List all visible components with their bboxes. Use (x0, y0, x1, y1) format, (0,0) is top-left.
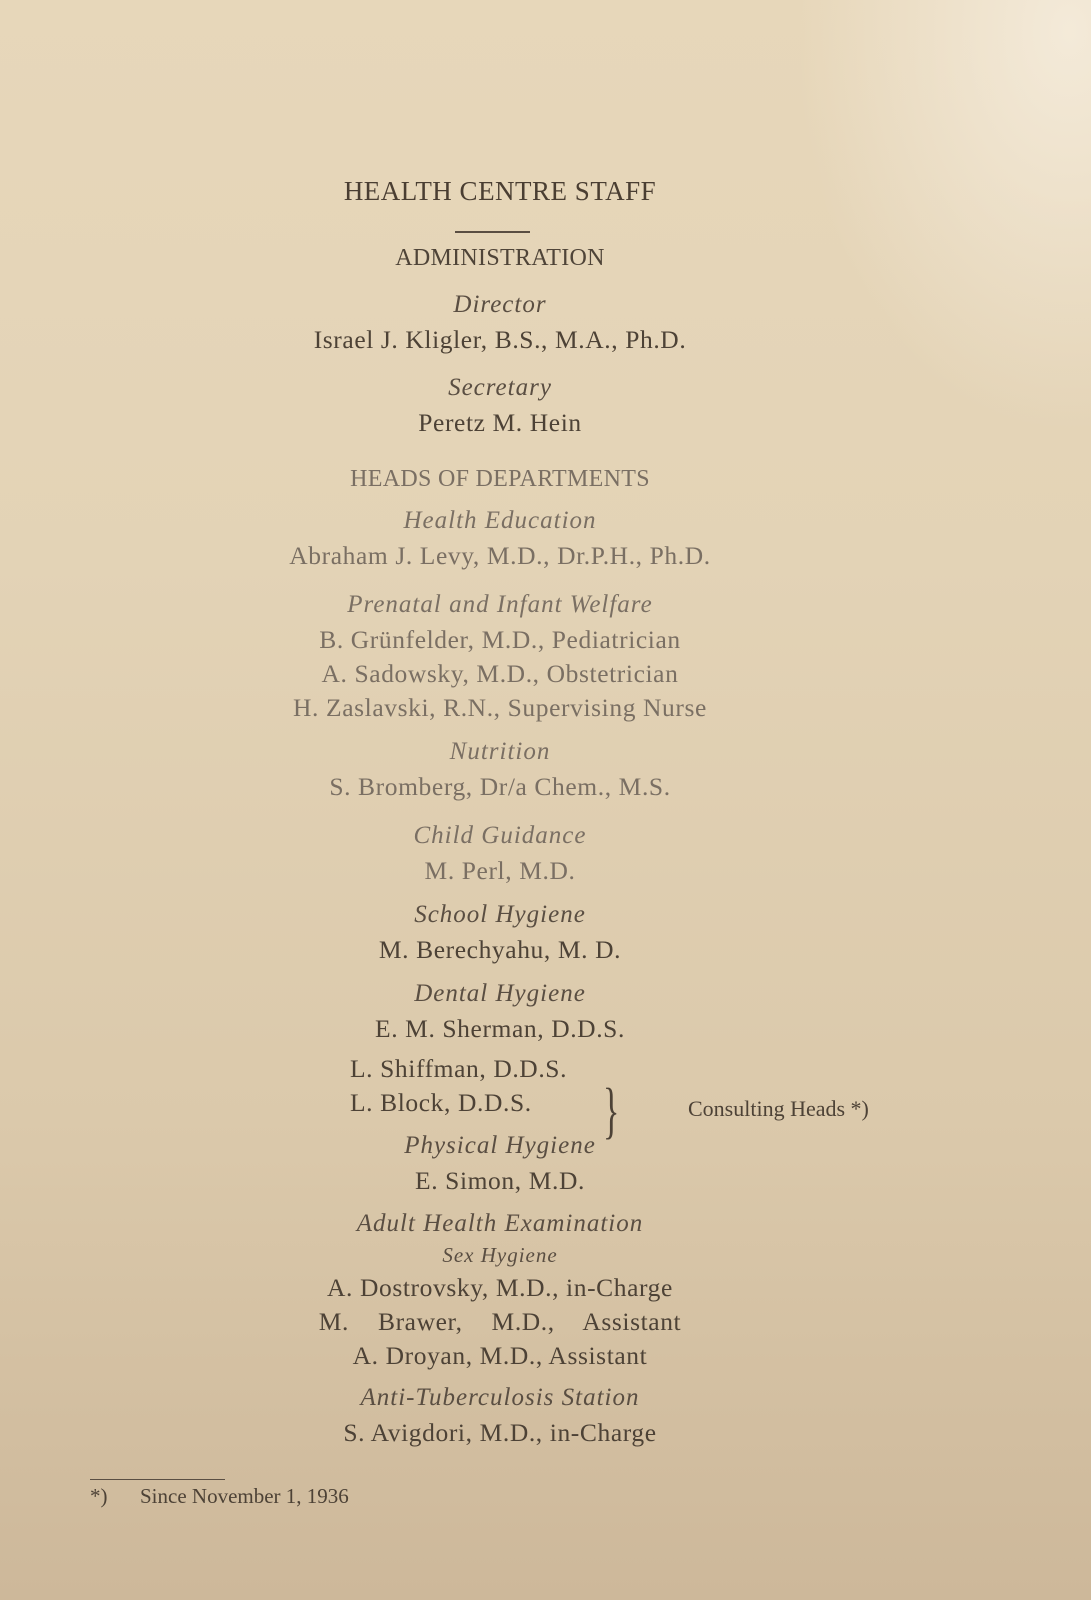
footnote-mark: *) (90, 1484, 108, 1508)
dept-label-physical-hygiene: Physical Hygiene (404, 1132, 596, 1159)
footnote-text: Since November 1, 1936 (140, 1484, 349, 1508)
section-heading-departments: HEADS OF DEPARTMENTS (350, 466, 650, 492)
page-title: HEALTH CENTRE STAFF (343, 176, 657, 206)
staff-name: A. Droyan, M.D., Assistant (352, 1341, 648, 1370)
staff-name: E. Simon, M.D. (415, 1166, 585, 1195)
consulting-heads-note: Consulting Heads *) (688, 1096, 869, 1121)
dept-label-health-education: Health Education (403, 507, 597, 534)
dept-label-nutrition: Nutrition (449, 738, 551, 765)
staff-name: Abraham J. Levy, M.D., Dr.P.H., Ph.D. (289, 541, 711, 570)
dept-label-anti-tb: Anti-Tuberculosis Station (360, 1384, 640, 1411)
role-label-secretary: Secretary (448, 374, 552, 401)
footnote-divider (90, 1479, 225, 1480)
dept-label-dental-hygiene: Dental Hygiene (414, 980, 586, 1007)
staff-name: B. Grünfelder, M.D., Pediatrician (319, 625, 681, 654)
dept-sublabel-sex-hygiene: Sex Hygiene (442, 1243, 558, 1267)
secretary-name: Peretz M. Hein (418, 408, 582, 437)
staff-name: M. Berechyahu, M. D. (378, 935, 622, 964)
title-divider (455, 231, 530, 233)
staff-name: S. Bromberg, Dr/a Chem., M.S. (329, 772, 671, 801)
staff-name: M. Perl, M.D. (424, 856, 576, 885)
staff-name: M. Brawer, M.D., Assistant (318, 1307, 682, 1336)
role-label-director: Director (453, 291, 547, 318)
section-heading-administration: ADMINISTRATION (395, 245, 605, 271)
footnote (90, 1484, 349, 1509)
consulting-staff-name: L. Block, D.D.S. (350, 1088, 532, 1117)
staff-name: S. Avigdori, M.D., in-Charge (343, 1418, 657, 1447)
staff-name: A. Dostrovsky, M.D., in-Charge (327, 1273, 673, 1302)
staff-name: A. Sadowsky, M.D., Obstetrician (321, 659, 679, 688)
staff-name: E. M. Sherman, D.D.S. (375, 1014, 625, 1043)
dept-label-child-guidance: Child Guidance (413, 822, 587, 849)
director-name: Israel J. Kligler, B.S., M.A., Ph.D. (313, 325, 687, 354)
dept-label-school-hygiene: School Hygiene (414, 901, 586, 928)
staff-name: H. Zaslavski, R.N., Supervising Nurse (293, 693, 707, 722)
brace-icon: } (603, 1077, 620, 1145)
dept-label-adult-health: Adult Health Examination (356, 1210, 644, 1237)
consulting-staff-name: L. Shiffman, D.D.S. (350, 1054, 568, 1083)
dept-label-prenatal: Prenatal and Infant Welfare (347, 591, 653, 618)
